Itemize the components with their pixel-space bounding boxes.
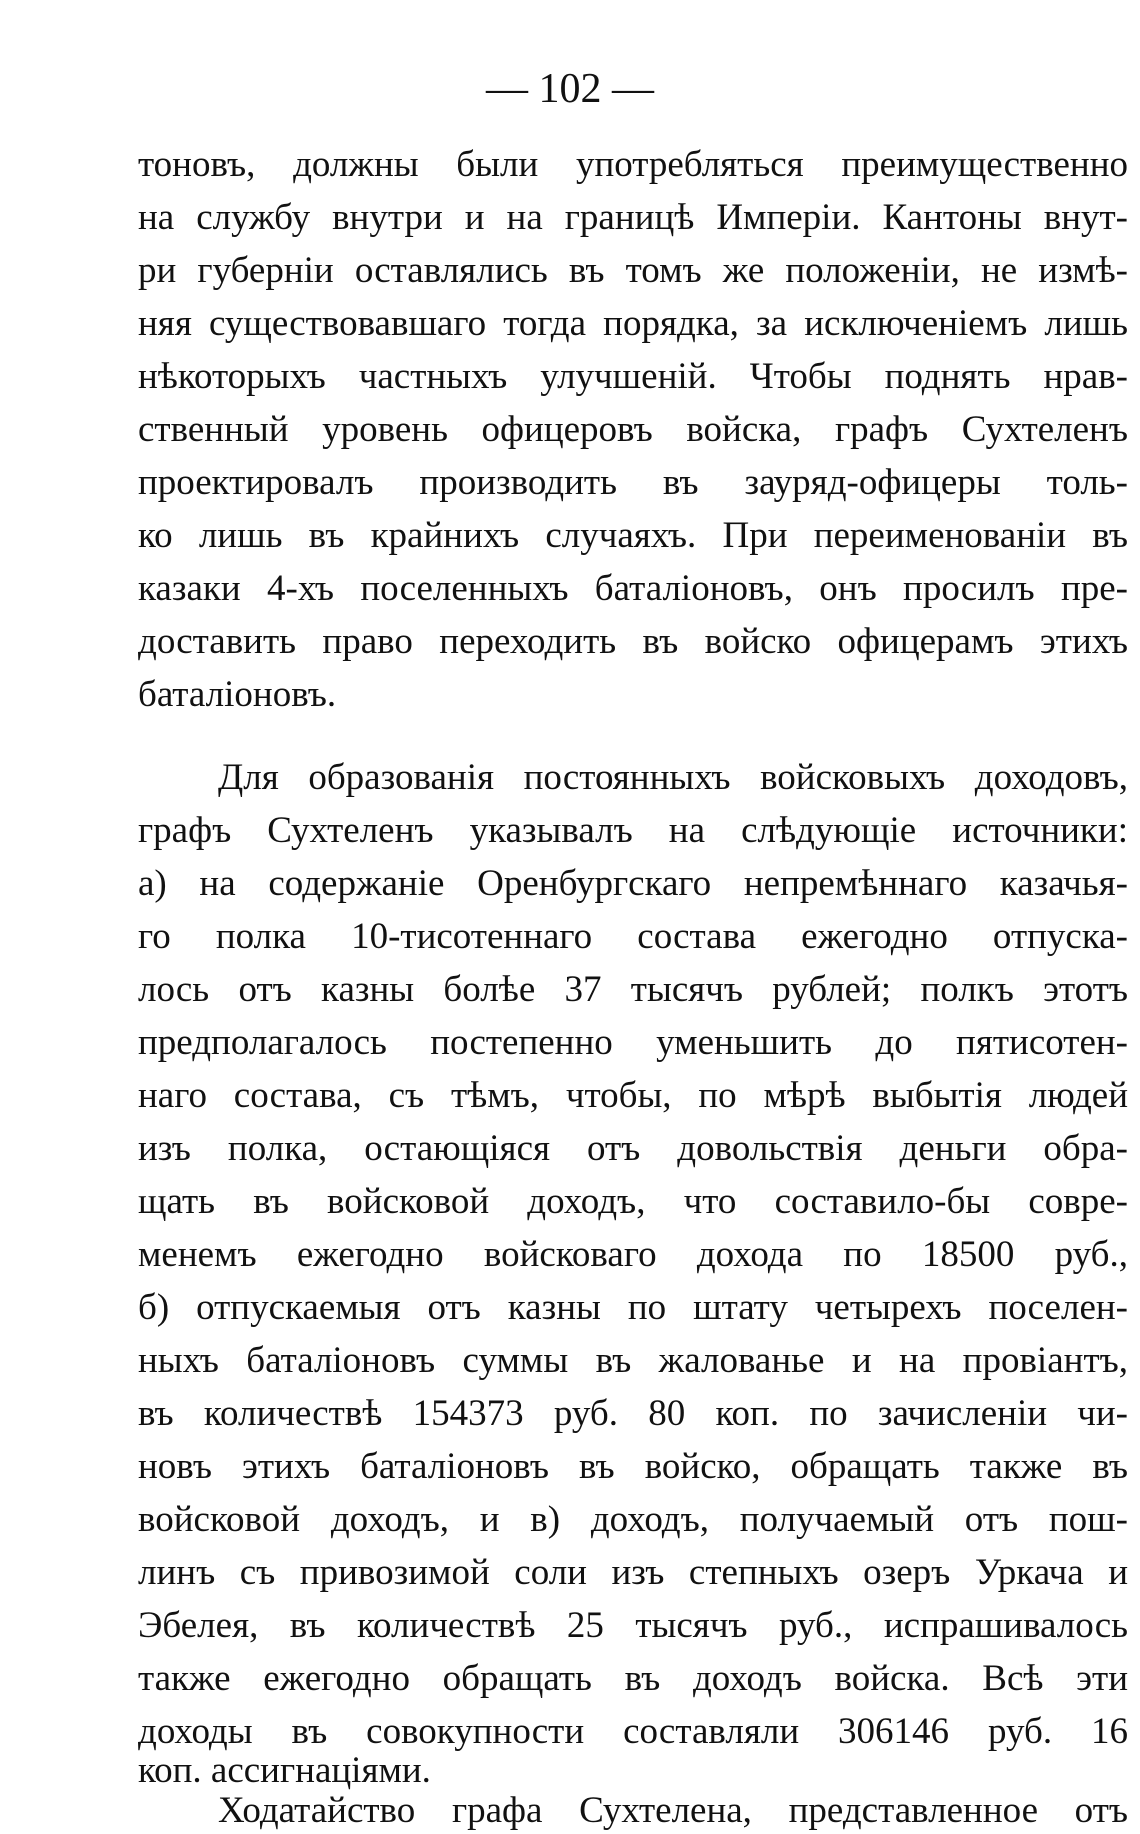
text-line: войсковой доходъ, и в) доходъ, получаемый отъ пош-	[138, 1499, 1128, 1540]
text-line: линъ съ привозимой соли изъ степныхъ озеръ Уркача и	[138, 1552, 1128, 1593]
text-line: казаки 4-хъ поселенныхъ баталіоновъ, онъ просилъ пре-	[138, 568, 1128, 609]
text-line: б) отпускаемыя отъ казны по штату четырехъ поселен-	[138, 1287, 1128, 1328]
text-line: доставить право переходить въ войско офицерамъ этихъ	[138, 621, 1128, 662]
text-line: Ходатайство графа Сухтелена, представленное отъ	[218, 1790, 1128, 1831]
text-line: менемъ ежегодно войсковаго дохода по 18500 руб.,	[138, 1234, 1128, 1275]
text-line: доходы въ совокупности составляли 306146 руб. 16	[138, 1711, 1128, 1752]
text-line: предполагалось постепенно уменьшить до пятисотен-	[138, 1022, 1128, 1063]
text-line: няя существовавшаго тогда порядка, за исключеніемъ лишь	[138, 303, 1128, 344]
text-line: лось отъ казны болѣе 37 тысячъ рублей; полкъ этотъ	[138, 969, 1128, 1010]
text-line: ственный уровень офицеровъ войска, графъ Сухтеленъ	[138, 409, 1128, 450]
text-line: на службу внутри и на границѣ Имперіи. Кантоны внут-	[138, 197, 1128, 238]
text-line: наго состава, съ тѣмъ, чтобы, по мѣрѣ выбытія людей	[138, 1075, 1128, 1116]
text-line: изъ полка, остающіяся отъ довольствія деньги обра-	[138, 1128, 1128, 1169]
text-line: ныхъ баталіоновъ суммы въ жалованье и на провіантъ,	[138, 1340, 1128, 1381]
text-line: Эбелея, въ количествѣ 25 тысячъ руб., испрашивалось	[138, 1605, 1128, 1646]
text-line: Для образованія постоянныхъ войсковыхъ доходовъ,	[218, 757, 1128, 798]
text-line: щать въ войсковой доходъ, что составило-бы совре-	[138, 1181, 1128, 1222]
page-number: — 102 —	[486, 66, 654, 112]
text-line: баталіоновъ.	[138, 674, 337, 715]
text-line: новъ этихъ баталіоновъ въ войско, обращать также въ	[138, 1446, 1128, 1487]
text-line: го полка 10-тисотеннаго состава ежегодно отпуска-	[138, 916, 1128, 957]
text-line: а) на содержаніе Оренбургскаго непремѣннаго казачья-	[138, 863, 1128, 904]
text-line: нѣкоторыхъ частныхъ улучшеній. Чтобы поднять нрав-	[138, 356, 1128, 397]
text-line: также ежегодно обращать въ доходъ войска. Всѣ эти	[138, 1658, 1128, 1699]
text-line: тоновъ, должны были употребляться преимущественно	[138, 144, 1128, 185]
text-line: коп. ассигнаціями.	[138, 1750, 431, 1791]
text-line: ри губерніи оставлялись въ томъ же положеніи, не измѣ-	[138, 250, 1128, 291]
text-line: графъ Сухтеленъ указывалъ на слѣдующіе источники:	[138, 810, 1128, 851]
text-line: въ количествѣ 154373 руб. 80 коп. по зачисленіи чи-	[138, 1393, 1128, 1434]
text-line: проектировалъ производить въ зауряд-офицеры толь-	[138, 462, 1128, 503]
text-line: ко лишь въ крайнихъ случаяхъ. При переименованіи въ	[138, 515, 1128, 556]
